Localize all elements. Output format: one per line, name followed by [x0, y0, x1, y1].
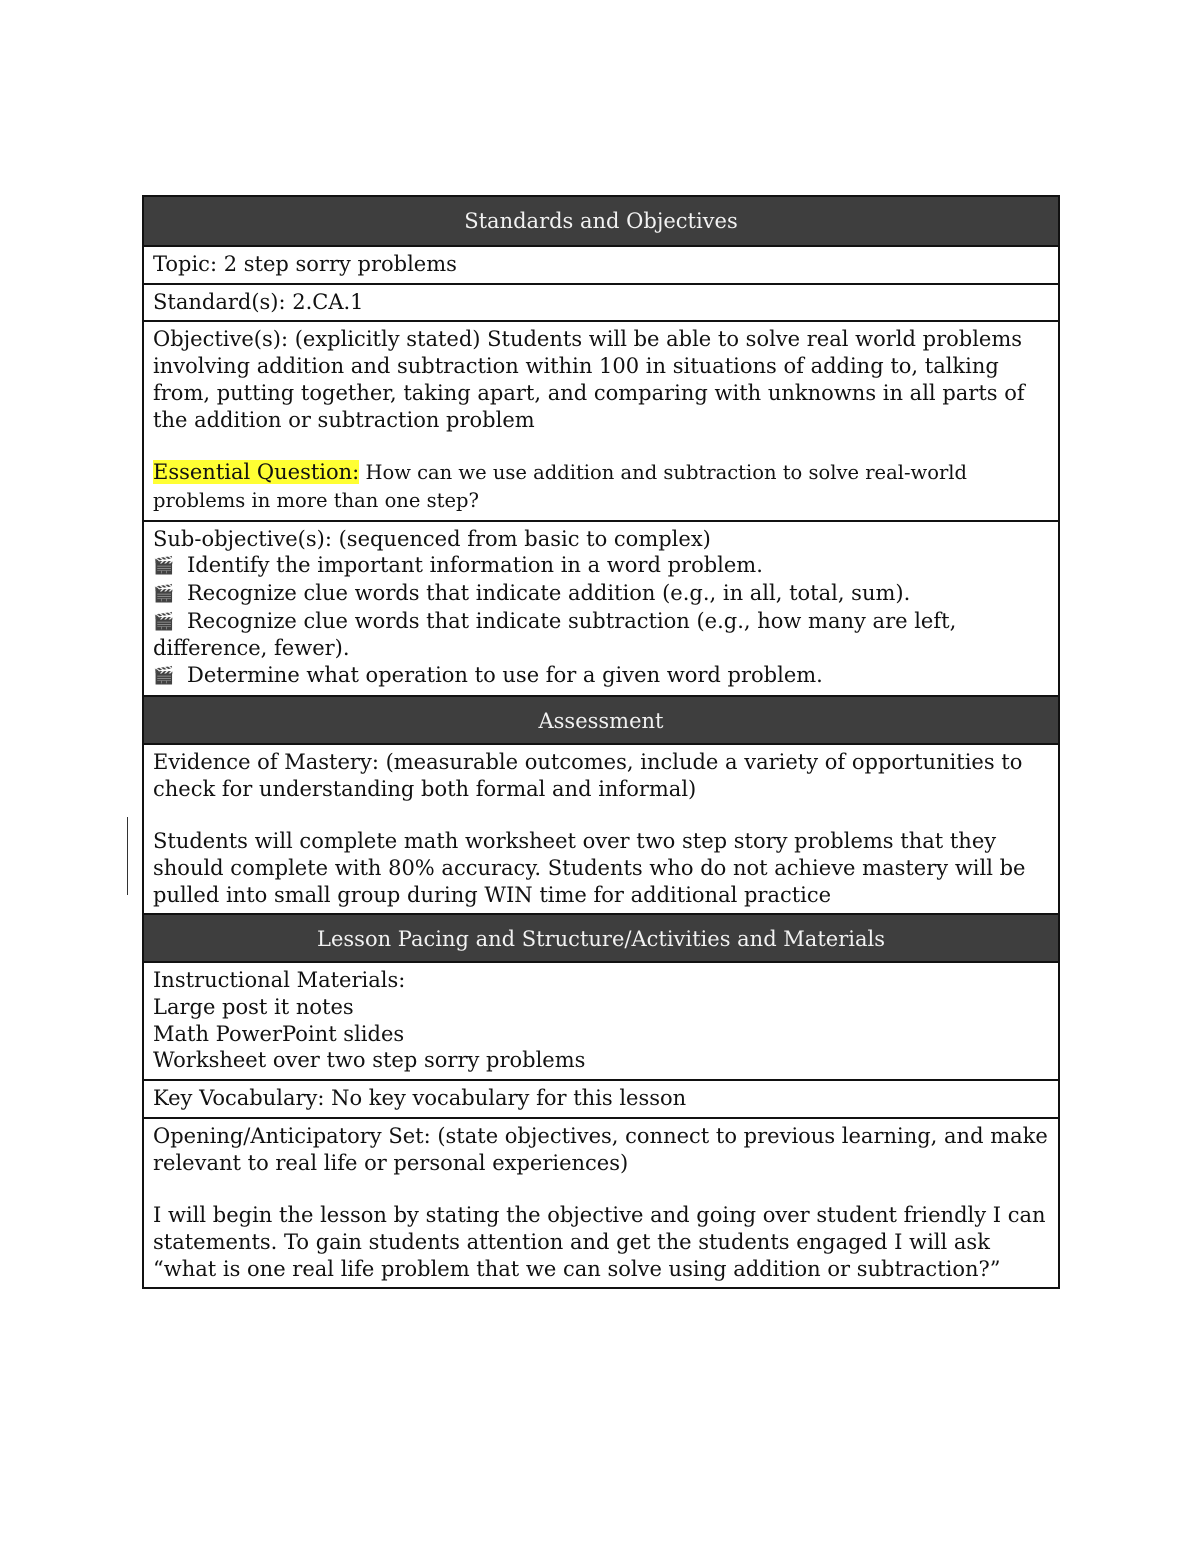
- materials-item: Math PowerPoint slides: [153, 1021, 405, 1046]
- topic-text: Topic: 2 step sorry problems: [153, 252, 457, 276]
- evidence-row: [144, 743, 1058, 914]
- opening-text: I will begin the lesson by stating the objective and going over student friendly I can statements. To gain students attention and get the students engaged I will ask “what is one real life problem that we can solve using addition or subtraction?”: [153, 1203, 1046, 1281]
- materials-item: Large post it notes: [153, 995, 354, 1020]
- assessment-header: Assessment: [144, 695, 1058, 743]
- lesson-plan-table: [142, 195, 1060, 1289]
- text-cursor-bar: [127, 817, 128, 895]
- sub-objective-item: 🎬 Recognize clue words that indicate addition (e.g., in all, total, sum).: [153, 580, 1049, 608]
- opening-prompt: Opening/Anticipatory Set: (state objectives, connect to previous learning, and make relevant to real life or personal experiences): [153, 1123, 1048, 1175]
- vocabulary-text: Key Vocabulary: No key vocabulary for this lesson: [153, 1086, 687, 1111]
- vocabulary-row: [144, 1079, 1058, 1117]
- essential-question-label: Essential Question:: [153, 460, 360, 485]
- sub-objective-item: 🎬 Recognize clue words that indicate subtraction (e.g., how many are left, difference, fewer).: [153, 608, 957, 661]
- essential-question: [153, 459, 1049, 514]
- standards-text: Standard(s): 2.CA.1: [153, 289, 364, 314]
- clapperboard-icon: 🎬: [153, 584, 175, 605]
- clapperboard-icon: 🎬: [153, 556, 175, 577]
- clapperboard-icon: 🎬: [153, 611, 175, 632]
- topic-row: [144, 245, 1058, 283]
- objective-row: [144, 320, 1058, 519]
- materials-title: Instructional Materials:: [153, 968, 406, 993]
- opening-row: [144, 1117, 1058, 1288]
- clapperboard-icon: 🎬: [153, 666, 175, 687]
- sub-objectives-title: Sub-objective(s): (sequenced from basic to complex): [153, 526, 711, 551]
- sub-objectives-row: [144, 520, 1058, 695]
- sub-objective-item: 🎬 Identify the important information in a word problem.: [153, 552, 1049, 580]
- standards-row: [144, 283, 1058, 321]
- objective-text: Objective(s): (explicitly stated) Students will be able to solve real world problems involving addition and subtraction within 100 in situations of adding to, talking from, putting together, taking apart, and comparing with unknowns in all parts of the addition or subtraction problem: [153, 327, 1025, 432]
- evidence-text: Students will complete math worksheet over two step story problems that they should complete with 80% accuracy. Students who do not achieve mastery will be pulled into small group during WIN time for additional practice: [153, 829, 1026, 907]
- sub-objective-item: 🎬 Determine what operation to use for a given word problem.: [153, 662, 1049, 690]
- evidence-prompt: Evidence of Mastery: (measurable outcomes, include a variety of opportunities to check for understanding both formal and informal): [153, 749, 1023, 801]
- essential-question-text: How can we use addition and subtraction to solve real-world problems in more than one step?: [153, 461, 968, 512]
- materials-row: [144, 961, 1058, 1079]
- lesson-header: Lesson Pacing and Structure/Activities and Materials: [144, 913, 1058, 961]
- materials-item: Worksheet over two step sorry problems: [153, 1048, 586, 1073]
- standards-header: Standards and Objectives: [144, 197, 1058, 245]
